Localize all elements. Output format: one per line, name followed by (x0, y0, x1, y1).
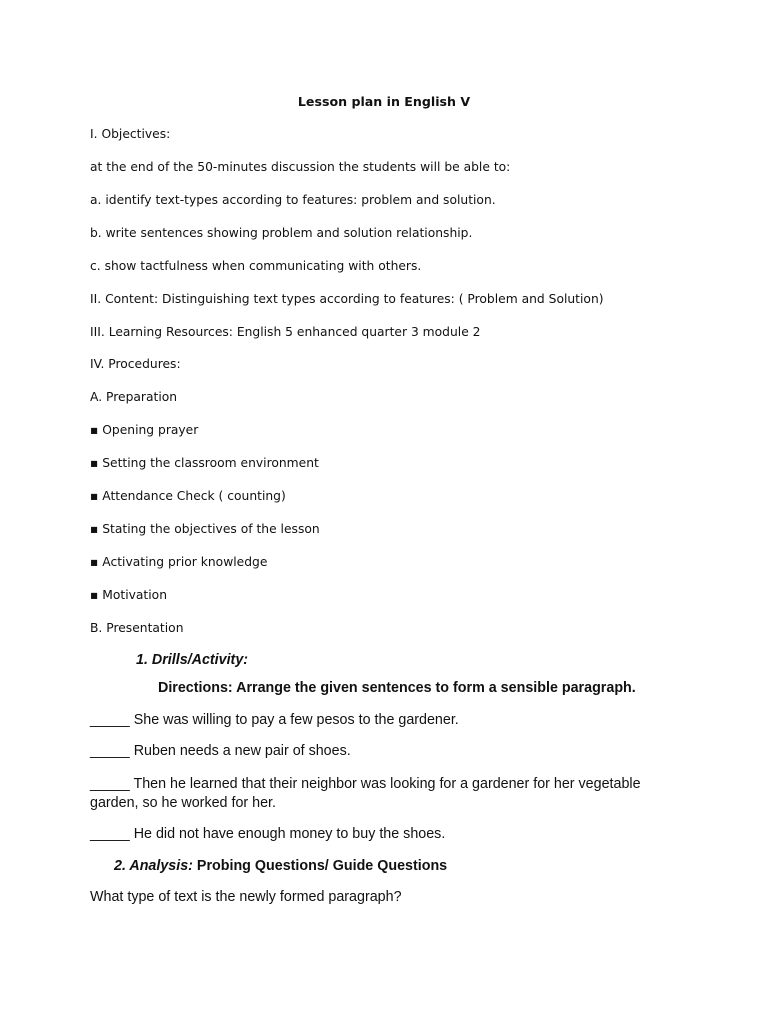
objective-item: b. write sentences showing problem and solution relationship. (90, 226, 473, 240)
preparation-item: ▪ Activating prior knowledge (90, 555, 268, 569)
document-title: Lesson plan in English V (297, 94, 471, 109)
sentence-item: _____ He did not have enough money to buy the shoes. (90, 826, 446, 842)
objective-item: a. identify text-types according to features: problem and solution. (90, 193, 496, 207)
procedures-heading: IV. Procedures: (90, 357, 181, 371)
content-line: II. Content: Distinguishing text types according to features: ( Problem and Solution) (90, 292, 604, 306)
sentence-item: _____ Ruben needs a new pair of shoes. (90, 743, 351, 759)
sentence-item: _____ Then he learned that their neighbor was looking for a gardener for her vegetable garden, so he worked for her. (90, 776, 641, 811)
preparation-item: ▪ Setting the classroom environment (90, 456, 319, 470)
question-line: What type of text is the newly formed paragraph? (90, 889, 402, 905)
analysis-label: 2. Analysis: (114, 858, 193, 874)
sentence-item: _____ She was willing to pay a few pesos to the gardener. (90, 712, 459, 728)
drills-heading: 1. Drills/Activity: (136, 652, 249, 668)
objectives-heading: I. Objectives: (90, 127, 171, 141)
directions-line: Directions: Arrange the given sentences to form a sensible paragraph. (158, 680, 636, 696)
learning-resources-line: III. Learning Resources: English 5 enhanced quarter 3 module 2 (90, 325, 481, 339)
preparation-item: ▪ Opening prayer (90, 423, 199, 437)
preparation-item: ▪ Motivation (90, 588, 167, 602)
objectives-intro: at the end of the 50-minutes discussion the students will be able to: (90, 160, 511, 174)
presentation-heading: B. Presentation (90, 621, 184, 635)
objective-item: c. show tactfulness when communicating with others. (90, 259, 422, 273)
preparation-item: ▪ Attendance Check ( counting) (90, 489, 286, 503)
preparation-heading: A. Preparation (90, 390, 178, 404)
analysis-heading (114, 858, 447, 874)
preparation-item: ▪ Stating the objectives of the lesson (90, 522, 320, 536)
analysis-rest: Probing Questions/ Guide Questions (192, 858, 448, 874)
